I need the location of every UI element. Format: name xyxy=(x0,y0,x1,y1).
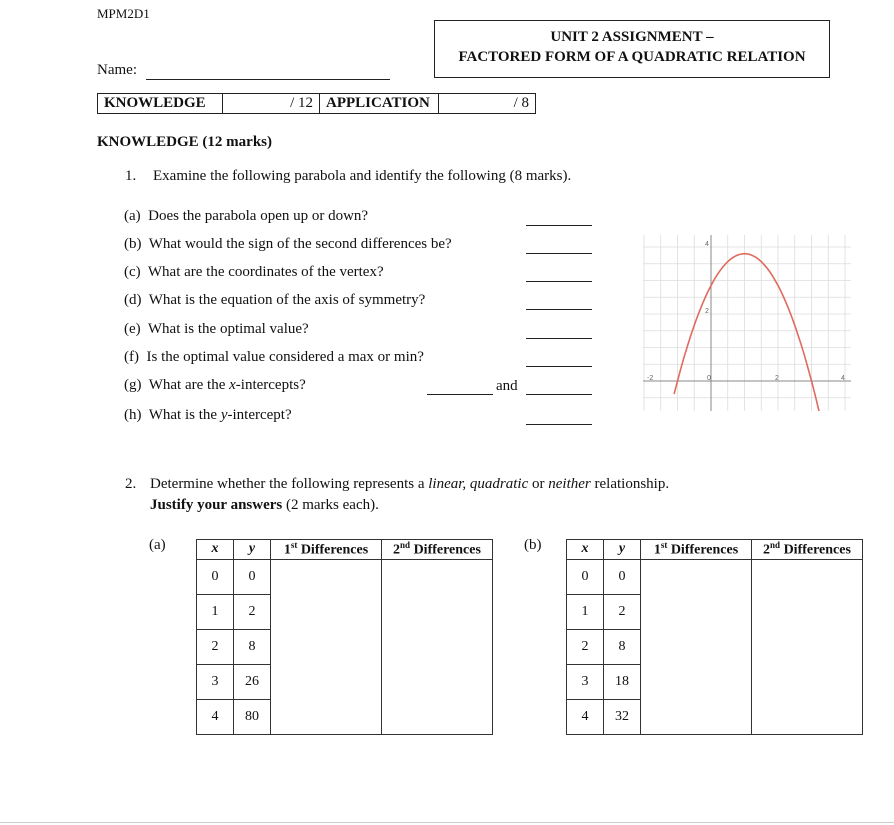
course-code: MPM2D1 xyxy=(97,6,150,21)
y-cell: 0 xyxy=(234,559,271,594)
y-cell: 80 xyxy=(234,699,271,734)
q1-part-f xyxy=(124,349,424,366)
part-label: (h) xyxy=(124,407,142,423)
part-text: What is the xyxy=(148,407,221,423)
y-cell: 8 xyxy=(234,629,271,664)
question-1-text: Examine the following parabola and identify the following (8 marks). xyxy=(153,168,572,184)
part-label: (c) xyxy=(124,264,141,280)
header-x: x xyxy=(197,540,234,560)
table-row xyxy=(567,559,863,594)
part-label: (e) xyxy=(124,321,141,337)
header-x: x xyxy=(567,540,604,560)
answer-blank-e[interactable] xyxy=(526,338,592,339)
part-text: What is the equation of the axis of symmetry? xyxy=(148,292,426,308)
part-label: (a) xyxy=(124,208,141,224)
second-differences-cell[interactable] xyxy=(752,559,863,734)
answer-blank-f[interactable] xyxy=(526,366,592,367)
q2-word-quadratic: quadratic xyxy=(469,476,529,492)
part-label: (d) xyxy=(124,292,142,308)
x-tick-label: 2 xyxy=(775,375,779,382)
name-label: Name: xyxy=(97,62,137,78)
parabola-graph xyxy=(643,235,851,411)
y-cell: 26 xyxy=(234,664,271,699)
header-second-differences: 2nd Differences xyxy=(752,540,863,560)
table-a-label: (a) xyxy=(149,537,166,553)
q1-part-b xyxy=(124,236,452,253)
header-first-differences: 1st Differences xyxy=(641,540,752,560)
part-text: What are the coordinates of the vertex? xyxy=(147,264,384,280)
x-cell: 2 xyxy=(567,629,604,664)
graph-axes xyxy=(643,235,851,411)
parabola-curve xyxy=(674,254,851,411)
part-label: (f) xyxy=(124,349,139,365)
page-bottom-rule xyxy=(0,822,894,823)
q1-part-d xyxy=(124,292,425,309)
marks-summary-table xyxy=(97,93,536,114)
y-tick-label: 2 xyxy=(705,308,709,315)
answer-blank-a[interactable] xyxy=(526,225,592,226)
y-cell: 2 xyxy=(604,594,641,629)
q2-justify-text: (2 marks each). xyxy=(282,497,379,513)
answer-blank-g2[interactable] xyxy=(526,394,592,395)
header-first-differences: 1st Differences xyxy=(271,540,382,560)
answer-blank-b[interactable] xyxy=(526,253,592,254)
y-cell: 8 xyxy=(604,629,641,664)
and-label: and xyxy=(496,378,518,394)
knowledge-label-cell: KNOWLEDGE xyxy=(98,94,223,114)
first-differences-cell[interactable] xyxy=(271,559,382,734)
x-cell: 3 xyxy=(197,664,234,699)
question-2-prompt xyxy=(125,474,669,516)
q1-part-a xyxy=(124,208,368,225)
x-tick-label: 0 xyxy=(707,375,711,382)
x-tick-label: 4 xyxy=(841,375,845,382)
part-text: What are the xyxy=(148,377,230,393)
y-tick-label: 4 xyxy=(705,241,709,248)
x-cell: 2 xyxy=(197,629,234,664)
q1-part-e xyxy=(124,321,309,338)
x-cell: 4 xyxy=(197,699,234,734)
part-label: (g) xyxy=(124,377,142,393)
table-b-label: (b) xyxy=(524,537,542,553)
x-cell: 0 xyxy=(567,559,604,594)
question-1-number: 1. xyxy=(125,168,137,184)
y-cell: 0 xyxy=(604,559,641,594)
q2-text: relationship. xyxy=(590,476,670,492)
part-variable: y xyxy=(220,407,228,423)
q1-part-g xyxy=(124,377,306,394)
part-text: -intercepts? xyxy=(235,377,306,393)
assignment-title-line1: UNIT 2 ASSIGNMENT – xyxy=(550,29,714,45)
x-cell: 1 xyxy=(567,594,604,629)
application-label-cell: APPLICATION xyxy=(320,94,439,114)
x-tick-label: -2 xyxy=(647,375,654,382)
x-cell: 4 xyxy=(567,699,604,734)
application-score-cell[interactable]: / 8 xyxy=(439,94,536,114)
q2-text: Determine whether the following represents a xyxy=(150,476,429,492)
name-field-line[interactable] xyxy=(146,79,390,80)
part-text: -intercept? xyxy=(227,407,292,423)
q2-word-neither: neither xyxy=(548,476,591,492)
header-second-differences: 2nd Differences xyxy=(382,540,493,560)
q1-part-c xyxy=(124,264,384,281)
answer-blank-c[interactable] xyxy=(526,281,592,282)
part-text: What is the optimal value? xyxy=(147,321,309,337)
answer-blank-d[interactable] xyxy=(526,309,592,310)
assignment-title-line2: FACTORED FORM OF A QUADRATIC RELATION xyxy=(458,49,806,65)
differences-table-b xyxy=(566,539,863,735)
answer-blank-g1[interactable] xyxy=(427,394,493,395)
y-cell: 2 xyxy=(234,594,271,629)
assignment-title-box xyxy=(434,20,830,78)
header-y: y xyxy=(604,540,641,560)
knowledge-score-cell[interactable]: / 12 xyxy=(223,94,320,114)
part-label: (b) xyxy=(124,236,142,252)
x-cell: 1 xyxy=(197,594,234,629)
q1-part-h xyxy=(124,407,292,424)
q2-word-linear: linear, xyxy=(428,476,467,492)
x-cell: 3 xyxy=(567,664,604,699)
part-text: What would the sign of the second differences be? xyxy=(148,236,452,252)
part-text: Is the optimal value considered a max or min? xyxy=(146,349,424,365)
differences-table-a xyxy=(196,539,493,735)
section-heading: KNOWLEDGE (12 marks) xyxy=(97,134,273,150)
question-1-prompt xyxy=(125,168,571,185)
x-cell: 0 xyxy=(197,559,234,594)
header-y: y xyxy=(234,540,271,560)
q2-justify-bold: Justify your answers xyxy=(150,497,283,513)
part-variable: x xyxy=(229,377,236,393)
part-text: Does the parabola open up or down? xyxy=(148,208,369,224)
second-differences-cell[interactable] xyxy=(382,559,493,734)
question-2-number: 2. xyxy=(125,476,137,492)
graph-grid xyxy=(643,235,851,411)
y-cell: 32 xyxy=(604,699,641,734)
q2-text: or xyxy=(528,476,549,492)
answer-blank-h[interactable] xyxy=(526,424,592,425)
first-differences-cell[interactable] xyxy=(641,559,752,734)
table-row xyxy=(197,559,493,594)
y-cell: 18 xyxy=(604,664,641,699)
